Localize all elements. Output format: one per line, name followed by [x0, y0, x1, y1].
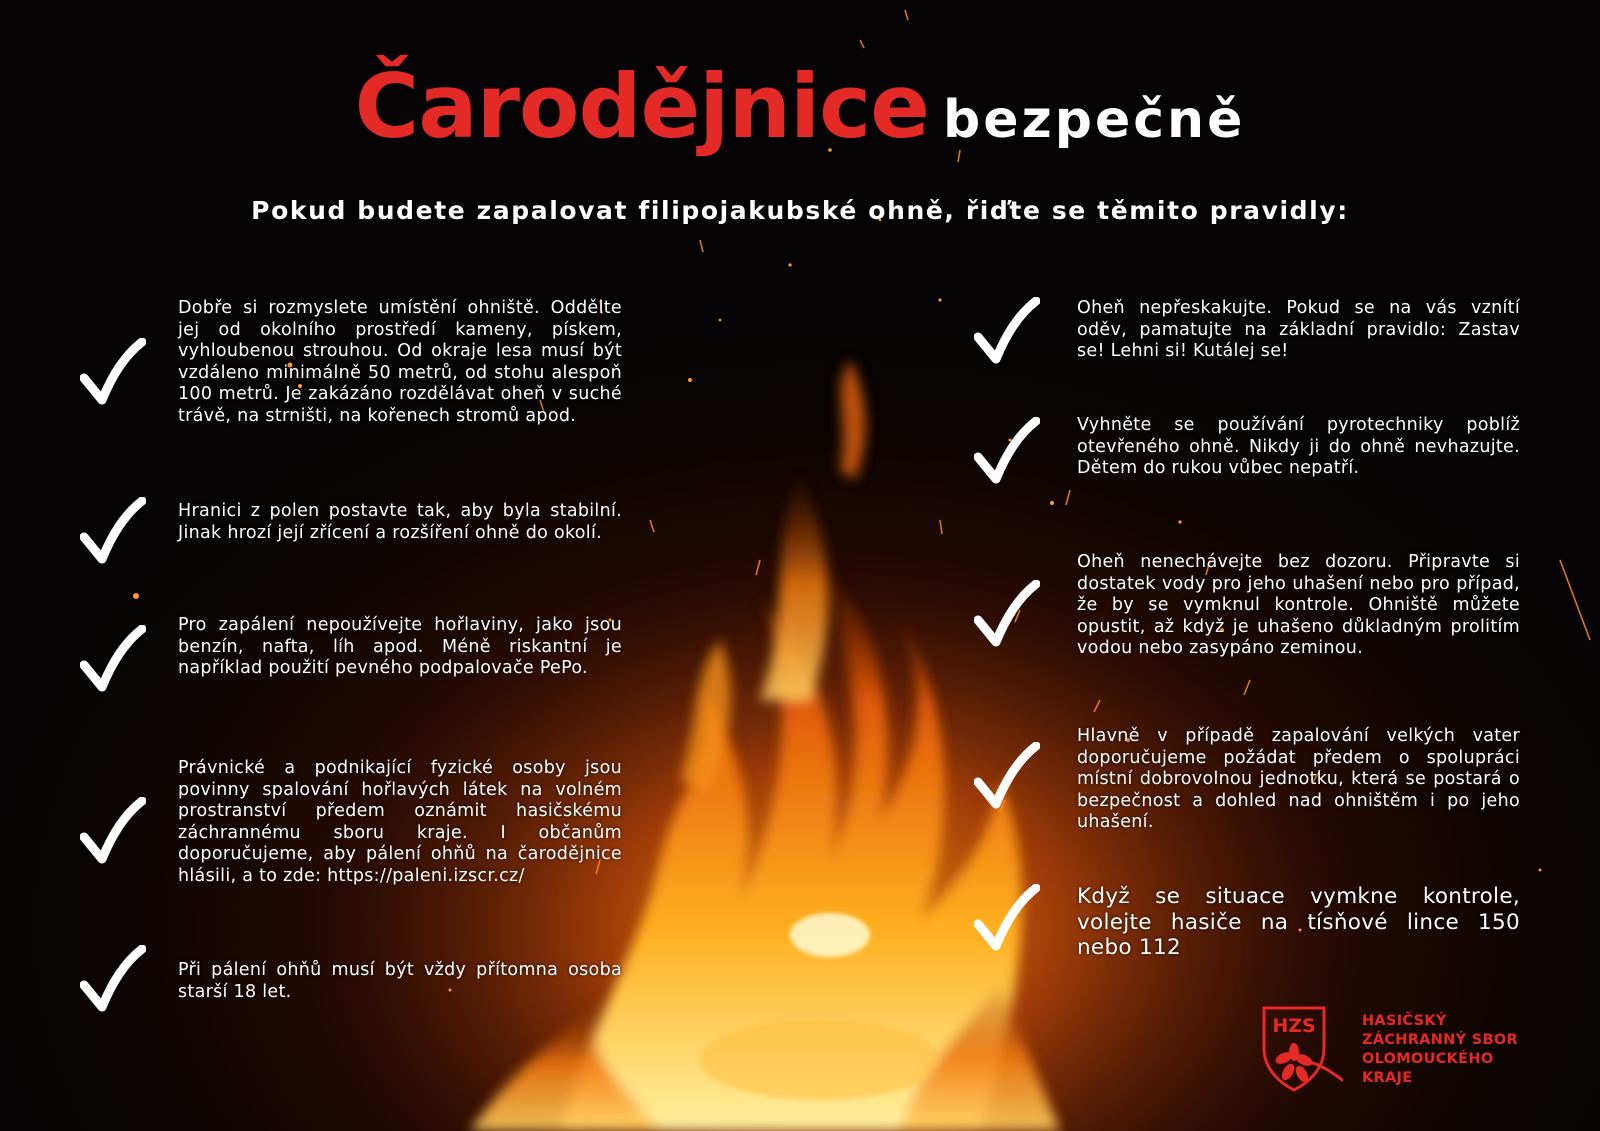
- checkmark-icon: [80, 338, 146, 408]
- rule-item: Právnické a podnikající fyzické osoby jsou povinny spalování hořlavých látek na volném prostranství předem oznámit hasičskému záchrannému sboru kraje. I občanům doporučujeme, aby pálení ohňů na čarodějnice hlásili, a to zde: https://paleni.izscr.cz/: [178, 758, 622, 886]
- checkmark-icon: [80, 497, 146, 567]
- rule-item: Vyhněte se používání pyrotechniky poblíž otevřeného ohně. Nikdy ji do ohně nevhazujte. Dětem do rukou vůbec nepatří.: [1077, 415, 1520, 478]
- logo-line: OLOMOUCKÉHO: [1362, 1051, 1494, 1067]
- checkmark-icon: [974, 884, 1040, 954]
- checkmark-icon: [974, 297, 1040, 367]
- checkmark-icon: [974, 742, 1040, 812]
- hzs-logo-text: [1362, 1012, 1518, 1088]
- rule-item: Pro zapálení nepoužívejte hořlaviny, jako jsou benzín, nafta, líh apod. Méně riskantní je například použití pevného podpalovače PePo.: [178, 615, 622, 678]
- page-title: [0, 55, 1600, 158]
- checkmark-icon: [974, 417, 1040, 487]
- logo-abbr: HZS: [1272, 1015, 1316, 1037]
- logo-line: KRAJE: [1362, 1070, 1413, 1086]
- checkmark-icon: [80, 625, 146, 695]
- checkmark-icon: [974, 580, 1040, 650]
- rule-item: Při pálení ohňů musí být vždy přítomna osoba starší 18 let.: [178, 960, 622, 1002]
- rule-item: Dobře si rozmyslete umístění ohniště. Oddělte jej od okolního prostředí kameny, pískem, vyhloubenou strouhou. Od okraje lesa musí být vzdáleno minimálně 50 metrů, od stohu alespoň 100 metrů. Je zakázáno rozdělávat oheň v suché trávě, na strništi, na kořenech stromů apod.: [178, 298, 622, 426]
- rule-item: Hranici z polen postavte tak, aby byla stabilní. Jinak hrozí její zřícení a rozšíření ohně do okolí.: [178, 501, 622, 543]
- hzs-shield-logo: [1258, 1002, 1344, 1092]
- title-secondary: bezpečně: [942, 90, 1246, 150]
- emergency-rule: Když se situace vymkne kontrole, volejte hasiče na tísňové lince 150 nebo 112: [1077, 884, 1520, 960]
- logo-line: HASIČSKÝ: [1362, 1013, 1447, 1029]
- logo-line: ZÁCHRANNÝ SBOR: [1362, 1032, 1518, 1048]
- rule-item: Oheň nenechávejte bez dozoru. Připravte si dostatek vody pro jeho uhašení nebo pro případ, že by se vymknul kontrole. Ohniště můžete opustit, až když je uhašeno důkladným prolitím vodou nebo zasypáno zeminou.: [1077, 552, 1520, 658]
- rule-item: Hlavně v případě zapalování velkých vater doporučujeme požádat předem o spolupráci místní dobrovolnou jednotku, která se postará o bezpečnost a dohled nad ohništěm i po jeho uhašení.: [1077, 726, 1520, 832]
- checkmark-icon: [80, 797, 146, 867]
- checkmark-icon: [80, 945, 146, 1015]
- title-main: Čarodějnice: [354, 55, 929, 158]
- rule-item: Oheň nepřeskakujte. Pokud se na vás vznítí oděv, pamatujte na základní pravidlo: Zastav se! Lehni si! Kutálej se!: [1077, 298, 1520, 361]
- subtitle: Pokud budete zapalovat filipojakubské ohně, řiďte se těmito pravidly:: [251, 196, 1349, 225]
